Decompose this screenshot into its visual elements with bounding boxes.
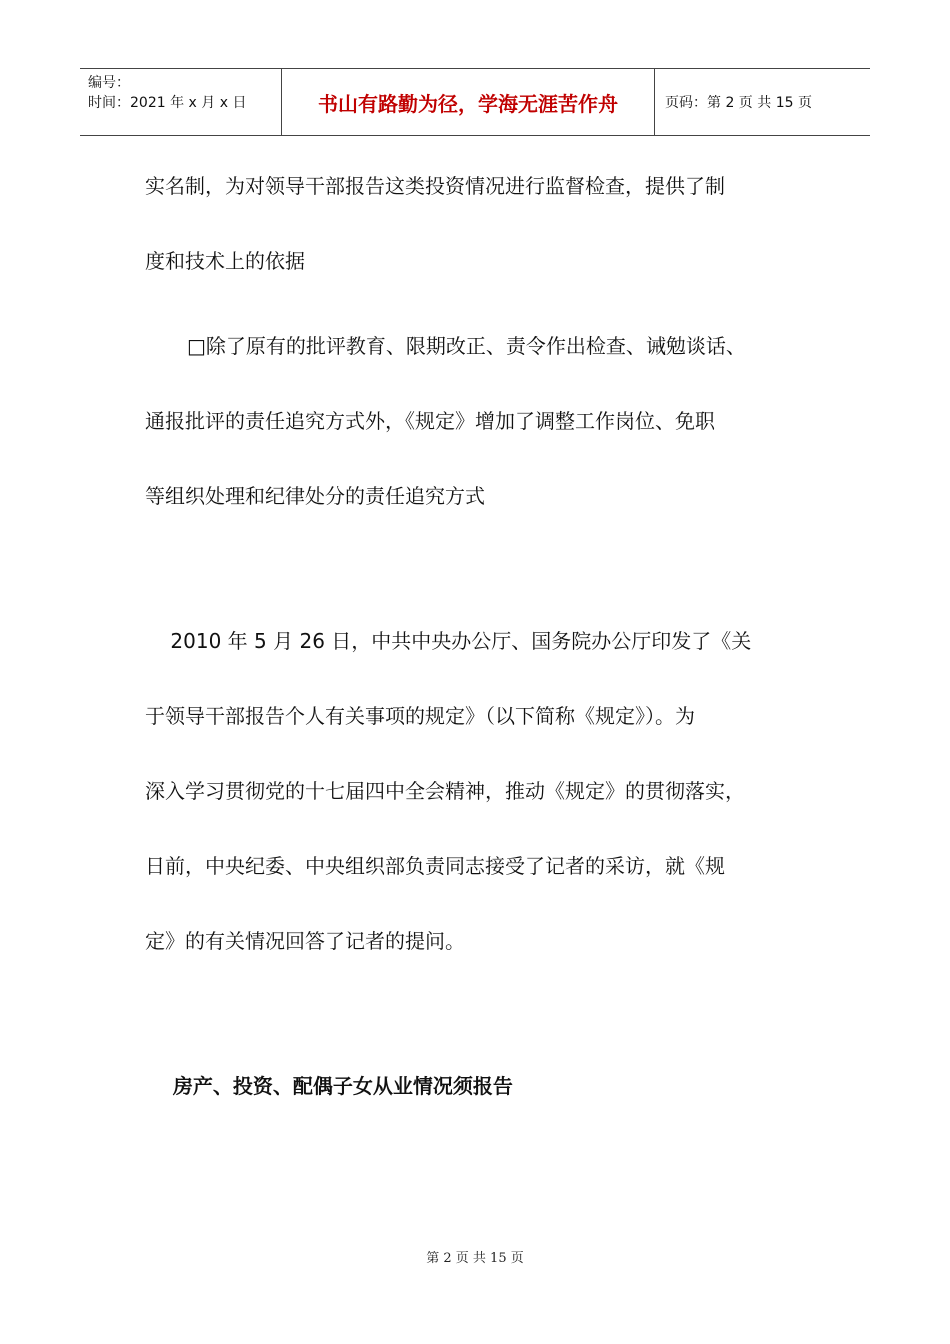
paragraph-line-1: 实名制，为对领导干部报告这类投资情况进行监督检查，提供了制 (145, 174, 725, 198)
paragraph-line-10: 定》的有关情况回答了记者的提问。 (145, 929, 465, 953)
document-time-label: 时间：2021 年 x 月 x 日 (88, 95, 247, 111)
header-meta (80, 69, 282, 135)
document-number-label: 编号： (88, 75, 130, 91)
page-footer: 第 2 页 共 15 页 (426, 1251, 524, 1266)
page-header (80, 68, 870, 136)
paragraph-line-5: 等组织处理和纪律处分的责任追究方式 (145, 484, 485, 508)
paragraph-line-6: 2010 年 5 月 26 日，中共中央办公厅、国务院办公厅印发了《关 (145, 629, 752, 653)
paragraph-line-2: 度和技术上的依据 (145, 249, 305, 273)
paragraph-line-9: 日前，中央纪委、中央组织部负责同志接受了记者的采访，就《规 (145, 854, 725, 878)
paragraph-line-7: 于领导干部报告个人有关事项的规定》（以下简称《规定》）。为 (145, 704, 695, 728)
header-page-info: 页码：第 2 页 共 15 页 (665, 95, 812, 111)
header-motto: 书山有路勤为径，学海无涯苦作舟 (282, 69, 655, 135)
paragraph-line-3: □除了原有的批评教育、限期改正、责令作出检查、诫勉谈话、 (187, 334, 746, 358)
paragraph-line-4: 通报批评的责任追究方式外，《规定》增加了调整工作岗位、免职 (145, 409, 715, 433)
paragraph-line-8: 深入学习贯彻党的十七届四中全会精神，推动《规定》的贯彻落实， (145, 779, 745, 803)
section-heading: 房产、投资、配偶子女从业情况须报告 (145, 1074, 513, 1098)
